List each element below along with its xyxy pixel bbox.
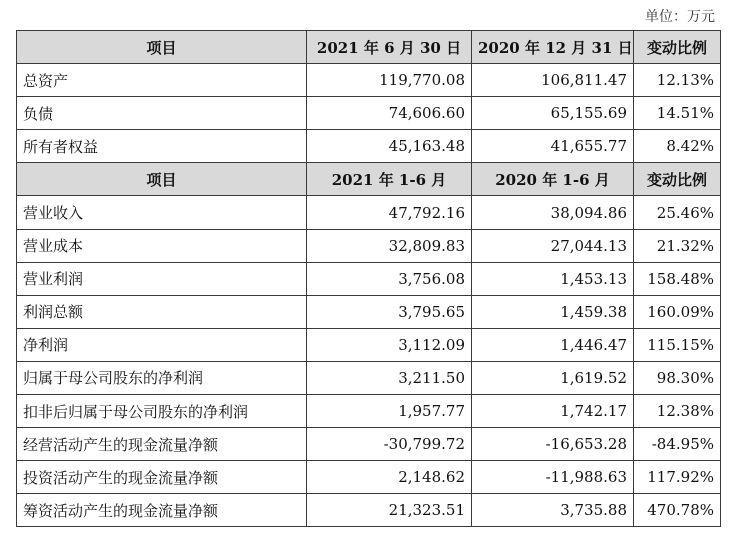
row-label: 投资活动产生的现金流量净额 [17,461,307,494]
table-row [17,64,721,97]
value-cell: 106,811.47 [472,64,634,97]
value-cell: 1,619.52 [472,361,634,394]
column-header: 变动比例 [634,31,721,64]
row-label: 筹资活动产生的现金流量净额 [17,494,307,527]
table-row [17,130,721,163]
value-cell: -11,988.63 [472,461,634,494]
value-cell: 3,795.65 [307,295,472,328]
column-header: 2021 年 6 月 30 日 [307,31,472,64]
value-cell: 14.51% [634,97,721,130]
value-cell: 2,148.62 [307,461,472,494]
row-label: 扣非后归属于母公司股东的净利润 [17,395,307,428]
value-cell: 98.30% [634,361,721,394]
header-row-1 [17,31,721,64]
value-cell: 47,792.16 [307,196,472,229]
row-label: 经营活动产生的现金流量净额 [17,428,307,461]
financial-table [16,30,721,527]
table-row [17,328,721,361]
value-cell: 3,112.09 [307,328,472,361]
value-cell: 3,756.08 [307,262,472,295]
value-cell: 12.13% [634,64,721,97]
table-body [17,31,721,527]
row-label: 总资产 [17,64,307,97]
table-row [17,262,721,295]
value-cell: 45,163.48 [307,130,472,163]
table-row [17,428,721,461]
value-cell: -30,799.72 [307,428,472,461]
value-cell: -16,653.28 [472,428,634,461]
value-cell: 1,453.13 [472,262,634,295]
value-cell: 1,957.77 [307,395,472,428]
row-label: 营业收入 [17,196,307,229]
column-header: 项目 [17,31,307,64]
table-row [17,196,721,229]
value-cell: 27,044.13 [472,229,634,262]
column-header: 2020 年 12 月 31 日 [472,31,634,64]
row-label: 所有者权益 [17,130,307,163]
unit-label: 单位：万元 [645,9,715,25]
value-cell: 41,655.77 [472,130,634,163]
row-label: 归属于母公司股东的净利润 [17,361,307,394]
value-cell: 38,094.86 [472,196,634,229]
value-cell: 1,459.38 [472,295,634,328]
value-cell: 158.48% [634,262,721,295]
value-cell: 21,323.51 [307,494,472,527]
value-cell: 65,155.69 [472,97,634,130]
table-row [17,461,721,494]
row-label: 营业成本 [17,229,307,262]
value-cell: 115.15% [634,328,721,361]
header-row-2 [17,163,721,196]
value-cell: 119,770.08 [307,64,472,97]
value-cell: 1,742.17 [472,395,634,428]
value-cell: 3,735.88 [472,494,634,527]
value-cell: 12.38% [634,395,721,428]
table-row [17,295,721,328]
table-row [17,395,721,428]
value-cell: 1,446.47 [472,328,634,361]
table-row [17,361,721,394]
column-header: 2021 年 1-6 月 [307,163,472,196]
row-label: 营业利润 [17,262,307,295]
value-cell: 3,211.50 [307,361,472,394]
column-header: 项目 [17,163,307,196]
column-header: 2020 年 1-6 月 [472,163,634,196]
value-cell: 21.32% [634,229,721,262]
row-label: 净利润 [17,328,307,361]
value-cell: 32,809.83 [307,229,472,262]
table-row [17,97,721,130]
value-cell: 470.78% [634,494,721,527]
table-row [17,229,721,262]
value-cell: 8.42% [634,130,721,163]
value-cell: 117.92% [634,461,721,494]
value-cell: -84.95% [634,428,721,461]
value-cell: 74,606.60 [307,97,472,130]
column-header: 变动比例 [634,163,721,196]
table-row [17,494,721,527]
row-label: 负债 [17,97,307,130]
value-cell: 160.09% [634,295,721,328]
value-cell: 25.46% [634,196,721,229]
row-label: 利润总额 [17,295,307,328]
